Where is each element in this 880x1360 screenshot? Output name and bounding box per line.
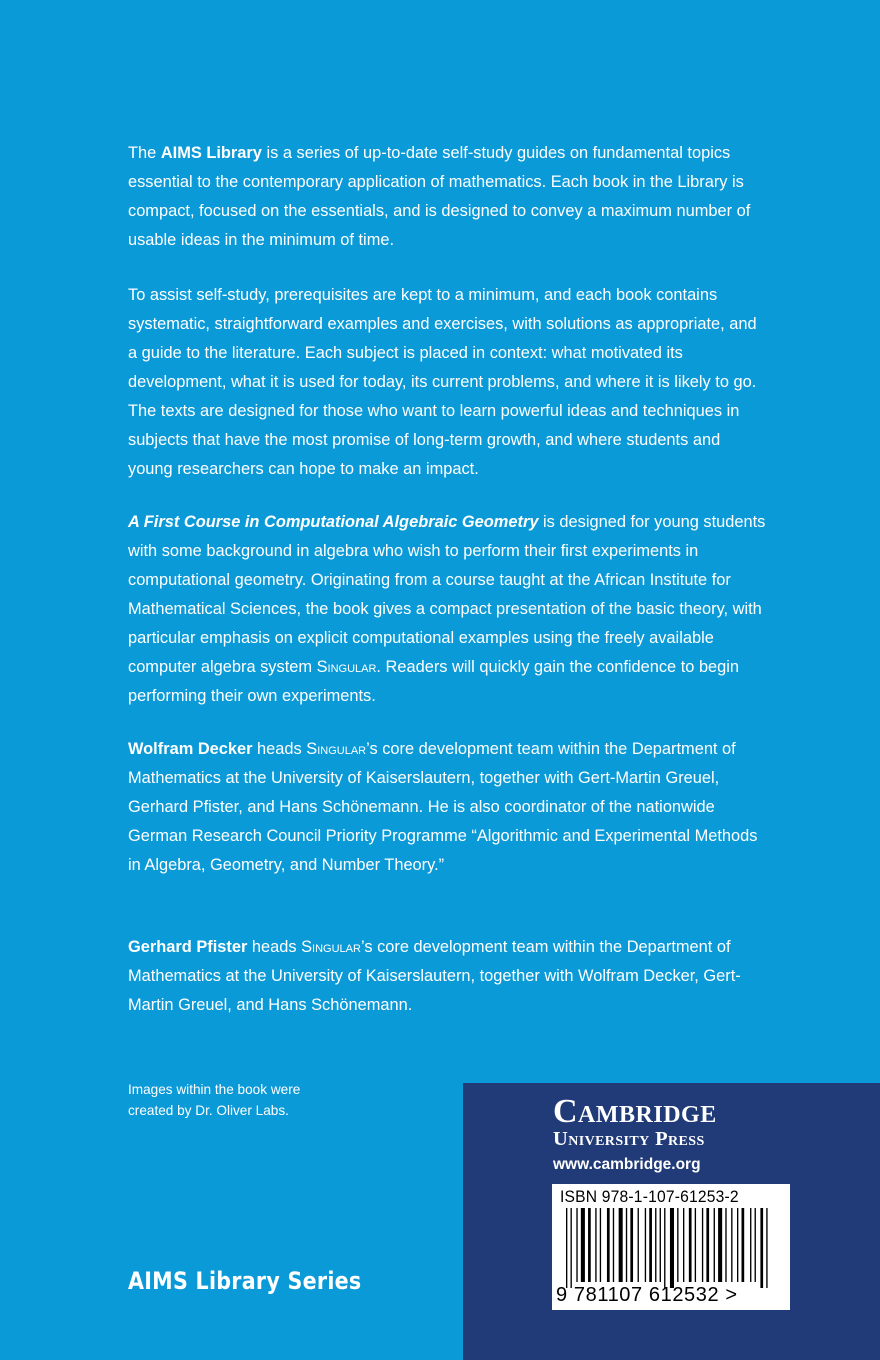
barcode-bar bbox=[588, 1208, 591, 1282]
aims-library-bold: AIMS Library bbox=[160, 144, 262, 162]
book-description-paragraph bbox=[128, 508, 768, 711]
barcode-bar bbox=[649, 1208, 652, 1282]
barcode-bar bbox=[750, 1208, 751, 1282]
image-credit-line: Images within the book were bbox=[128, 1082, 301, 1097]
singular-name: Singular bbox=[301, 938, 361, 956]
barcode-bar bbox=[581, 1208, 585, 1282]
image-credit bbox=[128, 1079, 428, 1121]
publisher-url: www.cambridge.org bbox=[553, 1156, 701, 1173]
barcode-bar bbox=[706, 1208, 709, 1282]
barcode-bar bbox=[742, 1208, 745, 1282]
series-intro-paragraph bbox=[128, 139, 768, 255]
publisher-press: University Press bbox=[553, 1128, 705, 1150]
barcode-box bbox=[552, 1184, 790, 1310]
barcode-bar bbox=[718, 1208, 722, 1282]
author-bio-pfister bbox=[128, 933, 768, 1020]
intro-text-2: is a series of up-to-date self-study guides on fundamental topics essential to the contemporary application of mathematics. Each book in the Library is compact, focused on the essentials, and is designed to convey a maximum number of usable ideas in the minimum of time. bbox=[128, 144, 751, 249]
barcode-bar bbox=[566, 1208, 567, 1288]
barcode-bar bbox=[683, 1208, 684, 1282]
barcode-bar bbox=[760, 1208, 763, 1288]
singular-name: Singular bbox=[316, 658, 377, 676]
bio-text: heads bbox=[247, 938, 302, 956]
barcode-bar bbox=[626, 1208, 627, 1282]
barcode-bar bbox=[607, 1208, 610, 1282]
barcode-bar bbox=[702, 1208, 703, 1282]
self-study-paragraph: To assist self-study, prerequisites are kept to a minimum, and each book contains systematic, straightforward examples and exercises, with solutions as appropriate, and a guide to the literature. Each subject is placed in context: what motivated its development, what it is used for today, its current problems, and where it is likely to go. The texts are designed for those who want to learn powerful ideas and techniques in subjects that have the most promise of long-term growth, and where students and young researchers can hope to make an impact. bbox=[128, 286, 757, 478]
publisher-panel bbox=[463, 1083, 880, 1360]
barcode-bar bbox=[595, 1208, 596, 1282]
barcode-bar bbox=[689, 1208, 692, 1282]
barcode-bar bbox=[731, 1208, 732, 1282]
singular-name: Singular bbox=[306, 740, 367, 758]
publisher-name: Cambridge bbox=[553, 1093, 717, 1130]
barcode-bar bbox=[576, 1208, 577, 1282]
description-text-2: . Readers will quickly gain the confidence to begin performing their own experiments. bbox=[128, 658, 740, 705]
barcode-bar bbox=[613, 1208, 614, 1282]
author-name-decker: Wolfram Decker bbox=[128, 740, 253, 758]
barcode-bar bbox=[571, 1208, 572, 1288]
author-name-pfister: Gerhard Pfister bbox=[128, 938, 248, 956]
barcode-bar bbox=[677, 1208, 678, 1282]
barcode-bar bbox=[670, 1208, 674, 1288]
description-text-1: is designed for young students with some background in algebra who wish to perform their first experiments in computational geometry. Originating from a course taught at the African Institute for Mathematical Sciences, the book gives a compact presentation of the basic theory, with particular emphasis on explicit computational examples using the freely available computer algebra system bbox=[128, 513, 766, 676]
book-title: A First Course in Computational Algebraic Geometry bbox=[128, 513, 539, 531]
barcode-bar bbox=[755, 1208, 756, 1282]
bio-text: ’s core development team within the Department of Mathematics at the University of Kaiserslautern, together with Gert-Martin Greuel, Gerhard Pfister, and Hans Schönemann. He is also coordinator of the nationwide German Research Council Priority Programme “Algorithmic and Experimental Methods in Algebra, Geometry, and Number Theory.” bbox=[128, 740, 758, 874]
barcode-bar bbox=[600, 1208, 601, 1282]
isbn-text: ISBN 978-1-107-61253-2 bbox=[560, 1187, 739, 1206]
barcode-bars bbox=[558, 1208, 784, 1288]
barcode-bar bbox=[695, 1208, 696, 1282]
barcode-bar bbox=[737, 1208, 738, 1282]
author-bio-decker bbox=[128, 735, 768, 880]
barcode-digits: 9 781107 612532 > bbox=[556, 1284, 738, 1306]
bio-text: heads bbox=[252, 740, 307, 758]
barcode-bar bbox=[619, 1208, 623, 1282]
barcode-bar bbox=[655, 1208, 656, 1282]
barcode-bar bbox=[766, 1208, 767, 1288]
image-credit-line: created by Dr. Oliver Labs. bbox=[128, 1103, 289, 1118]
barcode-bar bbox=[714, 1208, 715, 1282]
bio-text: ’s core development team within the Department of Mathematics at the University of Kaiserslautern, together with Wolfram Decker, Gert-Martin Greuel, and Hans Schönemann. bbox=[128, 938, 741, 1014]
series-name: AIMS Library Series bbox=[128, 1267, 362, 1295]
barcode-bar bbox=[725, 1208, 726, 1282]
barcode-bar bbox=[645, 1208, 646, 1282]
barcode-bar bbox=[630, 1208, 633, 1282]
intro-text-1: The bbox=[128, 144, 161, 162]
barcode-bar bbox=[664, 1208, 665, 1288]
barcode-bar bbox=[638, 1208, 639, 1282]
barcode-bar bbox=[660, 1208, 661, 1282]
